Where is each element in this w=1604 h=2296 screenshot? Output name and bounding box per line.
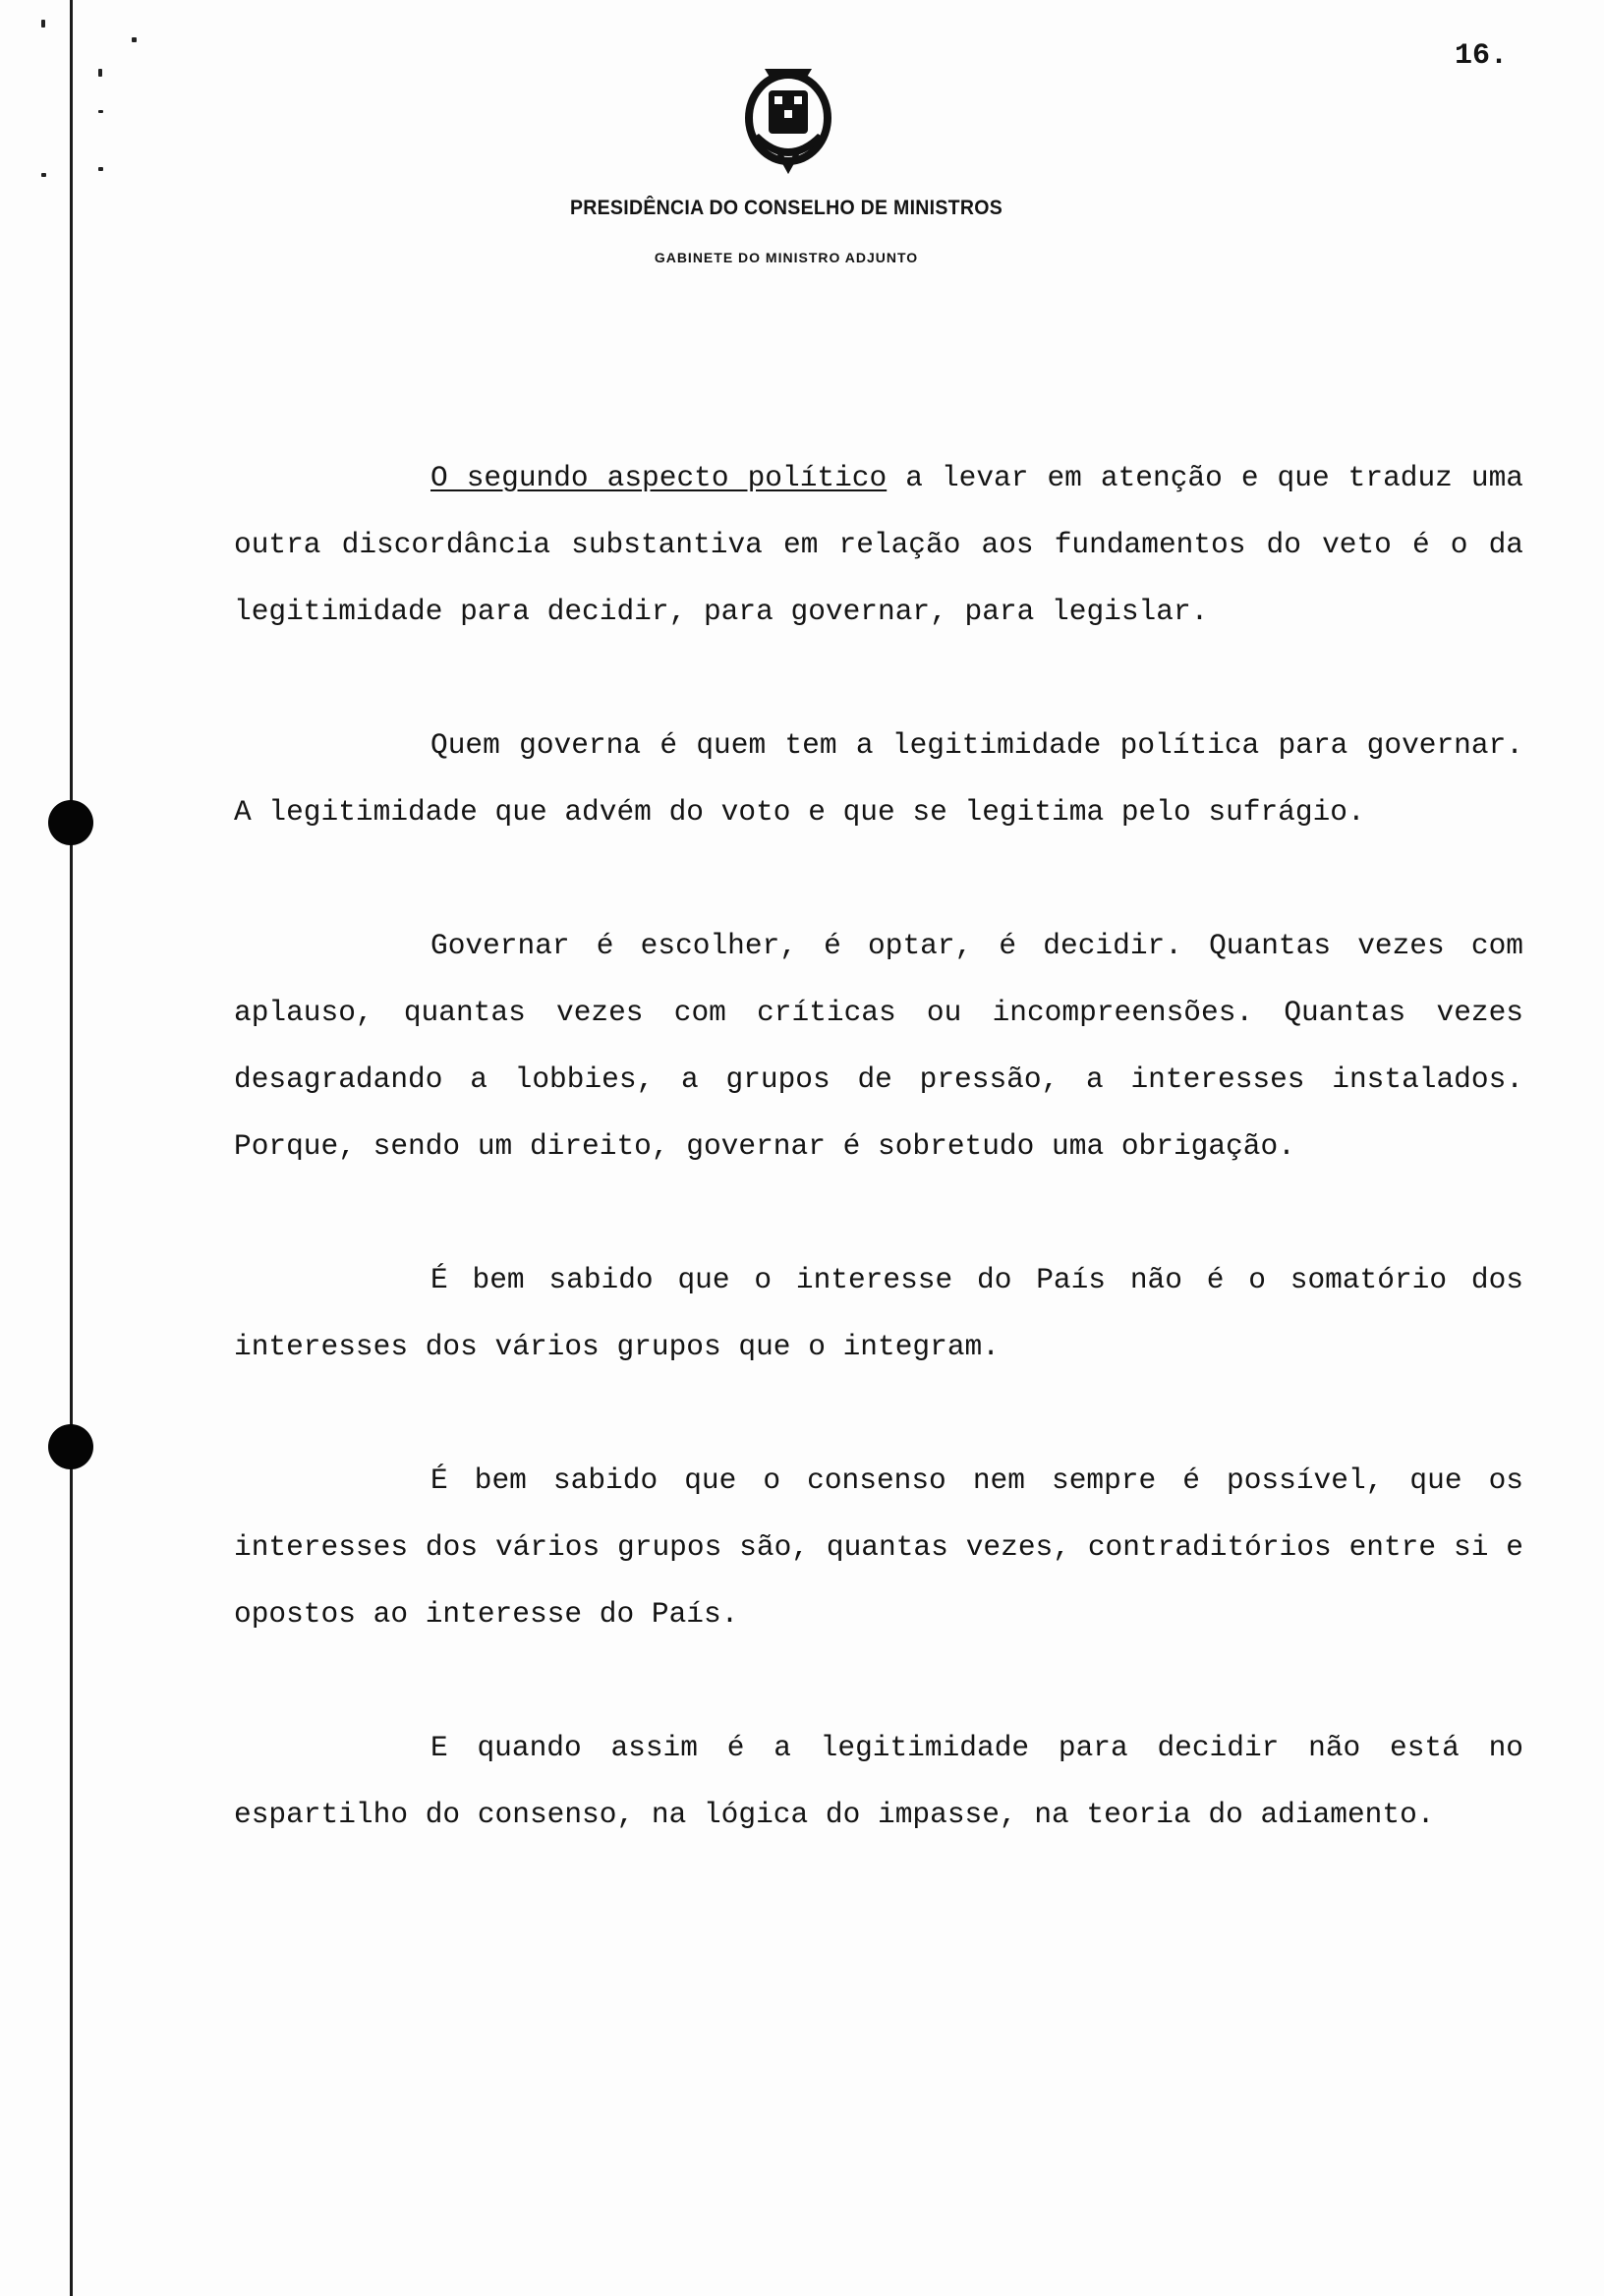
scan-speck: [41, 20, 45, 28]
paragraph-text: a levar em atenção e que traduz uma outra discordância substantiva em relação aos fundamentos do veto é o da legitimidade para decidir, para governar, para legislar.: [234, 461, 1523, 628]
header-office: GABINETE DO MINISTRO ADJUNTO: [654, 250, 919, 265]
portuguese-republic-coat-of-arms-icon: [739, 61, 837, 175]
binding-margin-line: [70, 0, 73, 2296]
paragraph: [234, 1447, 1523, 1647]
paragraph: [234, 1714, 1523, 1848]
scan-speck: [132, 37, 137, 42]
paragraph-text: Governar é escolher, é optar, é decidir. Quantas vezes com aplauso, quantas vezes com críticas ou incompreensões. Quantas vezes desagradando a lobbies, a grupos de pressão, a interesses instalados. Porque, sendo um direito, governar é sobretudo uma obrigação.: [234, 929, 1523, 1163]
scan-speck: [41, 173, 46, 177]
header-organization: PRESIDÊNCIA DO CONSELHO DE MINISTROS: [569, 197, 1003, 219]
paragraph: [234, 444, 1523, 645]
underlined-phrase: O segundo aspecto político: [430, 461, 888, 494]
paragraph: [234, 1246, 1523, 1380]
paragraph-text: Quem governa é quem tem a legitimidade política para governar. A legitimidade que advém do voto e que se legitima pelo sufrágio.: [234, 728, 1523, 829]
page-number: 16.: [1455, 39, 1509, 73]
paragraph-text: É bem sabido que o consenso nem sempre é possível, que os interesses dos vários grupos são, quantas vezes, contraditórios entre si e opostos ao interesse do País.: [234, 1464, 1523, 1631]
paragraph-text: E quando assim é a legitimidade para decidir não está no espartilho do consenso, na lógica do impasse, na teoria do adiamento.: [234, 1731, 1523, 1831]
paragraph-text: É bem sabido que o interesse do País não é o somatório dos interesses dos vários grupos que o integram.: [234, 1263, 1523, 1363]
document-body: [234, 444, 1523, 1915]
paragraph: [234, 712, 1523, 845]
scan-speck: [98, 69, 102, 77]
punch-hole-upper: [48, 800, 93, 845]
scan-speck: [98, 110, 103, 113]
scan-speck: [98, 167, 103, 171]
punch-hole-lower: [48, 1424, 93, 1469]
paragraph: [234, 912, 1523, 1179]
